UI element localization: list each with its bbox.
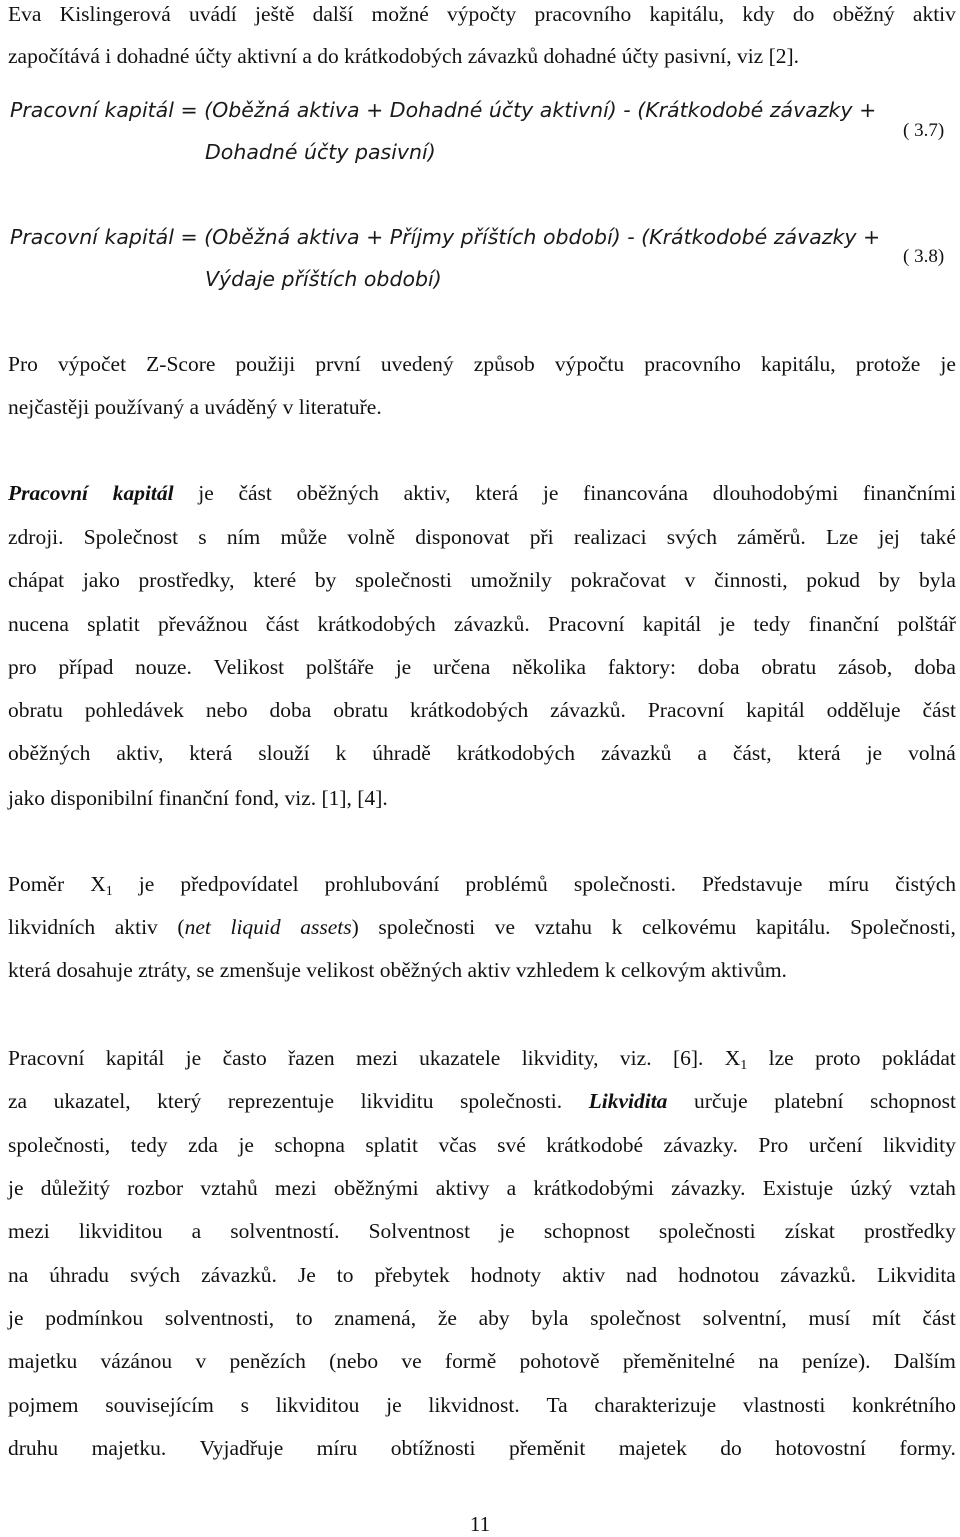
- word: odděluje: [826, 698, 901, 722]
- word: kapitálu.: [755, 915, 831, 939]
- word: určuje: [693, 1089, 748, 1113]
- word: splatit: [365, 1133, 418, 1157]
- word: $X_1$: [724, 1046, 748, 1073]
- word: schopnost: [543, 1219, 630, 1243]
- word: liquid: [230, 915, 281, 939]
- liquidity-line-3: [8, 1133, 956, 1158]
- word: polštář: [897, 612, 956, 636]
- word: konkrétního: [852, 1393, 956, 1417]
- word: je: [8, 1176, 24, 1200]
- word: předpovídatel: [180, 872, 299, 896]
- word: určení: [808, 1133, 863, 1157]
- word: krátkodobými: [533, 1176, 654, 1200]
- formula-3-8-line-1: Pracovní kapitál = (Oběžná aktiva + Příjmy příštích období) - (Krátkodobé závazky +: [10, 225, 881, 249]
- word: likviditou: [275, 1393, 360, 1417]
- liquidity-line-10: [8, 1436, 956, 1461]
- word: a: [506, 1176, 517, 1200]
- word: prostředky,: [138, 568, 235, 592]
- definition-line-8: jako disponibilní finanční fond, viz. [1], [4].: [8, 786, 388, 810]
- word: přebytek: [374, 1263, 450, 1287]
- word: a: [191, 1219, 202, 1243]
- word: výpočty: [447, 2, 517, 26]
- word: oběžných: [296, 481, 379, 505]
- word: který: [157, 1089, 202, 1113]
- word: s: [198, 525, 207, 549]
- word: svých: [129, 1263, 181, 1287]
- word: kapitál: [746, 698, 805, 722]
- liquidity-line-1: [8, 1046, 956, 1074]
- liquidity-line-5: [8, 1219, 956, 1244]
- word: krátkodobých: [317, 612, 436, 636]
- word: část,: [732, 741, 772, 765]
- word: chápat: [8, 568, 65, 592]
- word: [6].: [672, 1046, 704, 1070]
- word: společnosti.: [573, 872, 676, 896]
- word: polštáře: [305, 655, 374, 679]
- word: Kislingerová: [59, 2, 171, 26]
- word: je: [499, 1219, 515, 1243]
- word: by: [314, 568, 337, 592]
- word: Je: [297, 1263, 316, 1287]
- word: pracovního: [534, 2, 632, 26]
- word: platební: [774, 1089, 844, 1113]
- word: mezi: [356, 1046, 398, 1070]
- word: souvisejícím: [105, 1393, 214, 1417]
- word: závazků.: [780, 1263, 857, 1287]
- word: ukazatele: [419, 1046, 501, 1070]
- definition-line-2: [8, 525, 956, 550]
- word: Poměr: [8, 872, 65, 896]
- word: obratu: [333, 698, 389, 722]
- word: volně: [347, 525, 395, 549]
- word: volná: [908, 741, 956, 765]
- word: je: [719, 612, 736, 636]
- word: svých: [666, 525, 717, 549]
- word: aktivy: [435, 1176, 490, 1200]
- word: umožnily: [470, 568, 552, 592]
- word: aktiv: [114, 915, 158, 939]
- word: likviditou: [78, 1219, 163, 1243]
- word: tedy: [130, 1133, 168, 1157]
- word: několika: [512, 655, 587, 679]
- word: závazky.: [663, 1133, 738, 1157]
- word: společnosti: [378, 915, 476, 939]
- word: rozbor: [127, 1176, 184, 1200]
- word: k: [611, 915, 623, 939]
- word: ve: [494, 915, 516, 939]
- word: nucena: [8, 612, 69, 636]
- word: do: [792, 2, 815, 26]
- word: ještě: [254, 2, 295, 26]
- word: mezi: [8, 1219, 50, 1243]
- page-number: 11: [469, 1512, 491, 1536]
- word: aktiv,: [116, 741, 164, 765]
- word: Dalším: [893, 1349, 956, 1373]
- definition-line-7: [8, 741, 956, 766]
- word: prostředky: [863, 1219, 956, 1243]
- equation-number-3-8: ( 3.8): [903, 246, 945, 267]
- word: slouží: [258, 741, 310, 765]
- word: by: [878, 568, 901, 592]
- word: Likvidita: [588, 1089, 668, 1113]
- liquidity-line-8: [8, 1349, 956, 1374]
- word: použiji: [235, 352, 296, 376]
- word: míru: [316, 1436, 358, 1460]
- word: společnosti.: [459, 1089, 563, 1113]
- word: protože: [855, 352, 921, 376]
- word: Existuje: [762, 1176, 834, 1200]
- word: záměrů.: [737, 525, 806, 549]
- word: faktory:: [607, 655, 676, 679]
- word: Společnosti,: [850, 915, 956, 939]
- word: je: [542, 481, 559, 505]
- word: uvádí: [188, 2, 237, 26]
- word: případ: [58, 655, 114, 679]
- zscore-line-2: nejčastěji používaný a uváděný v literatuře.: [8, 395, 382, 419]
- word: likviditu: [360, 1089, 434, 1113]
- word: finanční: [808, 612, 880, 636]
- word: Představuje: [702, 872, 803, 896]
- word: prohlubování: [324, 872, 440, 896]
- word: mít: [872, 1306, 901, 1330]
- word: jej: [878, 525, 900, 549]
- word: Velikost: [213, 655, 285, 679]
- word: a: [697, 741, 707, 765]
- word: ukazatel,: [53, 1089, 131, 1113]
- word: část: [238, 481, 272, 505]
- word: hodnotou: [678, 1263, 760, 1287]
- word: to: [336, 1263, 354, 1287]
- word: penězích: [229, 1349, 306, 1373]
- word: to: [295, 1306, 313, 1330]
- word: doba: [914, 655, 956, 679]
- word: část: [265, 612, 300, 636]
- word: určena: [433, 655, 491, 679]
- word: reprezentuje: [227, 1089, 335, 1113]
- word: do: [720, 1436, 742, 1460]
- word: byla: [531, 1306, 569, 1330]
- word: Eva: [8, 2, 42, 26]
- word: financována: [583, 481, 689, 505]
- word: oběžných: [8, 741, 91, 765]
- word: společnosti: [658, 1219, 756, 1243]
- word: kapitálu,: [649, 2, 725, 26]
- word: schopnost: [869, 1089, 956, 1113]
- word: majetek: [618, 1436, 687, 1460]
- word: ním: [226, 525, 261, 549]
- word: pokračovat: [570, 568, 666, 592]
- word: výpočet: [57, 352, 127, 376]
- word: obratu: [761, 655, 817, 679]
- word: které: [253, 568, 297, 592]
- x1-line-2: [8, 915, 956, 940]
- word: je: [940, 352, 956, 376]
- definition-line-6: [8, 698, 956, 723]
- word: úhradě: [372, 741, 431, 765]
- word: závazků: [600, 741, 672, 765]
- word: je: [185, 1046, 202, 1070]
- word: pro: [8, 655, 37, 679]
- x1-line-1: [8, 872, 956, 900]
- formula-3-7-line-1: Pracovní kapitál = (Oběžná aktiva + Dohadné účty aktivní) - (Krátkodobé závazky +: [10, 98, 877, 122]
- x1-line-3: která dosahuje ztráty, se zmenšuje velikost oběžných aktiv vzhledem k celkovým aktivům.: [8, 958, 787, 982]
- word: která: [189, 741, 233, 765]
- word: solventností.: [230, 1219, 340, 1243]
- word: likvidity: [882, 1133, 956, 1157]
- word: splatit: [87, 612, 140, 636]
- word: aby: [478, 1306, 510, 1330]
- word: Pro: [758, 1133, 789, 1157]
- word: pojmem: [8, 1393, 79, 1417]
- word: míru: [828, 872, 870, 896]
- word: (nebo: [329, 1349, 379, 1373]
- word: uvedený: [380, 352, 454, 376]
- liquidity-line-7: [8, 1306, 956, 1331]
- definition-line-4: [8, 612, 956, 637]
- word: vztahů: [200, 1176, 258, 1200]
- word: část: [922, 1306, 956, 1330]
- word: úhradu: [49, 1263, 109, 1287]
- word: vázánou: [100, 1349, 173, 1373]
- word: při: [529, 525, 554, 549]
- word: pohledávek: [84, 698, 184, 722]
- word: pokud: [806, 568, 861, 592]
- word: druhu: [8, 1436, 59, 1460]
- word: je: [386, 1393, 402, 1417]
- word: musí: [808, 1306, 851, 1330]
- word: znamená,: [334, 1306, 417, 1330]
- word: Lze: [825, 525, 859, 549]
- word: další: [312, 2, 354, 26]
- word: která: [797, 741, 841, 765]
- word: charakterizuje: [594, 1393, 717, 1417]
- word: proto: [815, 1046, 861, 1070]
- word: čistých: [895, 872, 956, 896]
- word: kapitál: [642, 612, 702, 636]
- equation-number-3-7: ( 3.7): [903, 120, 945, 141]
- word: kapitál: [112, 481, 174, 505]
- word: oběžný: [832, 2, 895, 26]
- word: Pracovní: [548, 612, 625, 636]
- word: Společnost: [83, 525, 179, 549]
- definition-line-3: [8, 568, 956, 593]
- word: možné: [371, 2, 429, 26]
- word: Z-Score: [146, 352, 216, 376]
- liquidity-line-2: [8, 1089, 956, 1114]
- word: krátkodobých: [410, 698, 529, 722]
- word: doba: [269, 698, 312, 722]
- word: v: [195, 1349, 207, 1373]
- word: kapitál: [105, 1046, 165, 1070]
- word: formy.: [899, 1436, 956, 1460]
- word: své: [497, 1133, 526, 1157]
- word: způsob: [473, 352, 535, 376]
- word: likvidnost.: [428, 1393, 520, 1417]
- word: zdroji.: [8, 525, 64, 549]
- definition-line-5: [8, 655, 956, 680]
- word: Pracovní: [8, 1046, 85, 1070]
- word: první: [315, 352, 361, 376]
- word: Solventnost: [368, 1219, 471, 1243]
- word: obtížnosti: [390, 1436, 476, 1460]
- word: viz.: [619, 1046, 652, 1070]
- word: včas: [438, 1133, 477, 1157]
- zscore-line-1: [8, 352, 956, 377]
- word: vztah: [909, 1176, 956, 1200]
- word: jako: [82, 568, 120, 592]
- word: realizaci: [573, 525, 647, 549]
- word: získat: [784, 1219, 835, 1243]
- word: společnosti,: [8, 1133, 111, 1157]
- word: závazků.: [550, 698, 626, 722]
- word: je: [138, 872, 155, 896]
- word: společnost: [590, 1306, 681, 1330]
- word: krátkodobých: [456, 741, 575, 765]
- word: nad: [626, 1263, 658, 1287]
- formula-3-8-line-2: Výdaje příštích období): [205, 267, 442, 291]
- word: likvidních: [8, 915, 96, 939]
- word: podmínkou: [45, 1306, 144, 1330]
- word: tedy: [753, 612, 791, 636]
- word: kdy: [742, 2, 775, 26]
- word: Pracovní: [647, 698, 725, 722]
- word: nebo: [205, 698, 248, 722]
- word: oběžnými: [333, 1176, 419, 1200]
- word: majetku: [8, 1349, 78, 1373]
- word: je: [395, 655, 412, 679]
- word: zásob,: [837, 655, 893, 679]
- word: doba: [697, 655, 740, 679]
- word: může: [280, 525, 328, 549]
- word: často: [222, 1046, 267, 1070]
- word: je: [8, 1306, 24, 1330]
- word: je: [238, 1133, 254, 1157]
- word: formě: [444, 1349, 497, 1373]
- formula-3-7-line-2: Dohadné účty pasivní): [205, 140, 436, 164]
- word: schopna: [274, 1133, 345, 1157]
- word: výpočtu: [554, 352, 625, 376]
- word: hodnoty: [470, 1263, 542, 1287]
- word: assets): [300, 915, 359, 939]
- word: Vyjadřuje: [199, 1436, 284, 1460]
- word: disponovat: [415, 525, 510, 549]
- word: Likvidita: [877, 1263, 956, 1287]
- word: s: [240, 1393, 249, 1417]
- word: která: [475, 481, 519, 505]
- word: aktiv: [912, 2, 956, 26]
- word: na: [8, 1263, 29, 1287]
- liquidity-line-9: [8, 1393, 956, 1418]
- word: lze: [768, 1046, 794, 1070]
- word: problémů: [465, 872, 548, 896]
- word: na: [758, 1349, 779, 1373]
- word: aktiv,: [403, 481, 451, 505]
- word: obratu: [8, 698, 63, 722]
- word: převážnou: [157, 612, 248, 636]
- word: peníze).: [801, 1349, 871, 1373]
- word: vlastnosti: [742, 1393, 826, 1417]
- definition-line-1: [8, 481, 956, 506]
- word: pohotově: [519, 1349, 600, 1373]
- liquidity-line-6: [8, 1263, 956, 1288]
- word: přeměnit: [508, 1436, 586, 1460]
- word: byla: [918, 568, 956, 592]
- word: za: [8, 1089, 28, 1113]
- word: závazků.: [453, 612, 530, 636]
- word: je: [198, 481, 214, 505]
- word: ve: [401, 1349, 422, 1373]
- word: nouze.: [135, 655, 192, 679]
- word: společnosti: [355, 568, 452, 592]
- word: že: [437, 1306, 457, 1330]
- word: likvidity,: [521, 1046, 599, 1070]
- word: dlouhodobými: [712, 481, 839, 505]
- liquidity-line-4: [8, 1176, 956, 1201]
- word: krátkodobé: [546, 1133, 644, 1157]
- word: Ta: [546, 1393, 568, 1417]
- word: úzký: [850, 1176, 893, 1200]
- word: celkovému: [641, 915, 737, 939]
- word: důležitý: [40, 1176, 110, 1200]
- word: solventnosti,: [164, 1306, 275, 1330]
- word: činnosti,: [714, 568, 788, 592]
- word: mezi: [274, 1176, 317, 1200]
- word: majetku.: [91, 1436, 167, 1460]
- word: zda: [188, 1133, 218, 1157]
- word: k: [335, 741, 347, 765]
- word: pracovního: [644, 352, 741, 376]
- word: závazky.: [671, 1176, 746, 1200]
- intro-line-1: [8, 2, 956, 27]
- word: $X_1$: [90, 872, 113, 899]
- word: pokládat: [881, 1046, 956, 1070]
- word: (net: [177, 915, 211, 939]
- word: také: [920, 525, 956, 549]
- word: přeměnitelné: [622, 1349, 736, 1373]
- word: vztahu: [534, 915, 592, 939]
- word: kapitálu,: [761, 352, 836, 376]
- word: Pracovní: [8, 481, 89, 505]
- word: solventní,: [702, 1306, 787, 1330]
- word: finančními: [862, 481, 956, 505]
- word: Pro: [8, 352, 38, 376]
- word: řazen: [288, 1046, 335, 1070]
- word: část: [922, 698, 956, 722]
- word: hotovostní: [775, 1436, 866, 1460]
- word: závazků.: [201, 1263, 277, 1287]
- intro-line-2: započítává i dohadné účty aktivní a do krátkodobých závazků dohadné účty pasivní, viz [2].: [8, 44, 800, 68]
- word: v: [684, 568, 696, 592]
- word: je: [866, 741, 883, 765]
- word: aktiv: [562, 1263, 606, 1287]
